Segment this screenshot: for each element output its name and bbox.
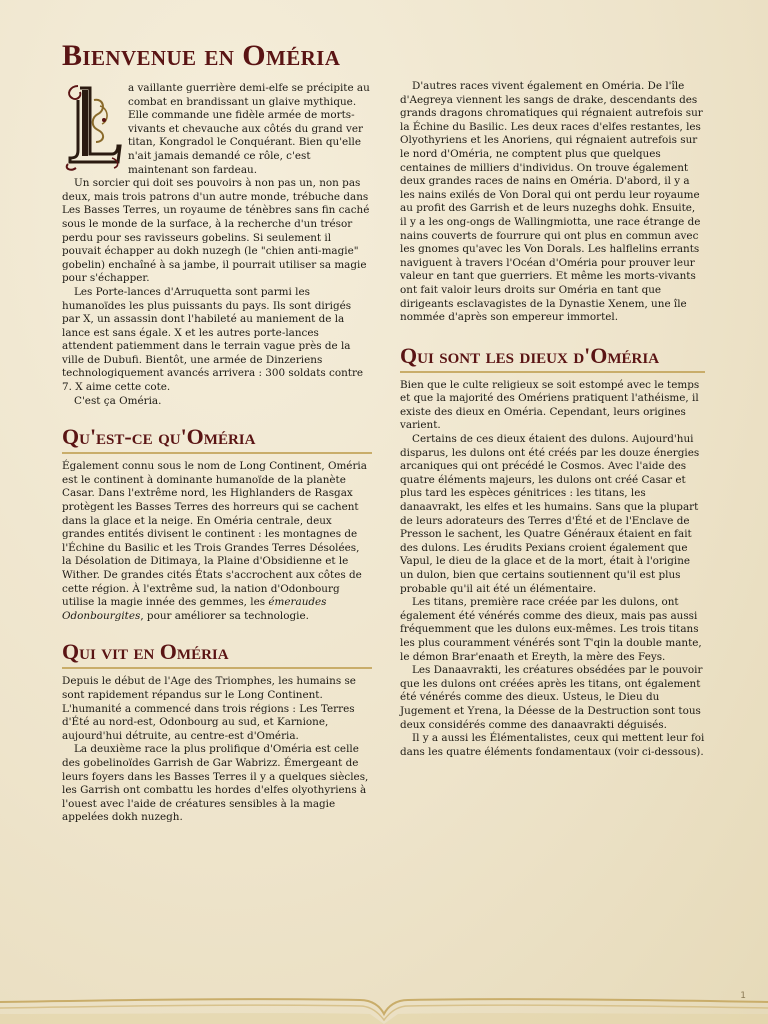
body-paragraph: Les Danaavrakti, les créatures obsédées par le pouvoir que les dulons ont créées après les titans, ont également été vénérés comme des dieux. Usteus, le Dieu du Jugement et Yrena, la Déesse de la Destruction sont tous deux considérés comme des danaavrakti déguisés. [400, 664, 703, 731]
body-paragraph: Depuis le début de l'Age des Triomphes, les humains se sont rapidement répandus sur le Long Continent. L'humanité a commencé dans trois régions : Les Terres d'Été au nord-est, Odonbourg au sud, et Karnione, aujourd'hui détruite, au centre-est d'Oméria. [62, 675, 356, 742]
left-column [62, 40, 372, 825]
body-paragraph: C'est ça Oméria. [74, 394, 162, 407]
section-heading-quest-ce: Qu'est-ce qu'Oméria [62, 424, 372, 454]
page-number: 1 [740, 991, 746, 1001]
body-paragraph: Il y a aussi les Élémentalistes, ceux qui mettent leur foi dans les quatre éléments fondamentaux (voir ci-dessous). [400, 732, 705, 758]
text-run: , pour améliorer sa technologie. [140, 609, 309, 622]
body-paragraph: Certains de ces dieux étaient des dulons. Aujourd'hui disparus, les dulons ont été créés par les douze énergies arcaniques qui ont précédé le Cosmos. Avec l'aide des quatre éléments majeurs, les dulons ont créé Casar et plus tard les espèces génitrices : les titans, les danaavrakt, les elfes et les humains. Sans que la plupart de leurs adorateurs des Terres d'Été et de l'Enclave de Presson le sachent, les Quatre Généraux étaient en fait des dulons. Les érudits Pexians croient également que Vapul, le dieu de la glace et de la mort, était à l'origine un dulon, bien que certains soutiennent qu'il est plus probable qu'il ait été un élémentaire. [400, 433, 700, 595]
dropcap-letter-icon [60, 80, 122, 172]
footer-ornament [0, 992, 768, 1024]
emphasis-text: émeraudes Odonbourgites [62, 596, 327, 622]
body-paragraph: La deuxième race la plus prolifique d'Oméria est celle des gobelinoïdes Garrish de Gar Wabrizz. Émergeant de leurs foyers dans les Basses Terres il y a quelques siècles, les Garrish ont combattu les hordes d'elfes olyothyriens à l'ouest avec l'aide de créatures sensibles à la magie appelées dokh nuzegh. [62, 743, 369, 824]
page-title: Bienvenue en Oméria [62, 39, 341, 72]
body-paragraph: Les titans, première race créée par les dulons, ont également été vénérés comme des dieux, mais pas aussi fréquemment que les dulons eux-mêmes. Les trois titans les plus couramment vénérés sont T'qin la double mante, le démon Brar'enaath et Ereyth, la mère des Feys. [400, 596, 702, 663]
right-column [400, 80, 705, 759]
section-heading-qui-vit: Qui vit en Oméria [62, 639, 372, 669]
body-paragraph: Un sorcier qui doit ses pouvoirs à non pas un, non pas deux, mais trois patrons d'un autre monde, trébuche dans Les Basses Terres, un royaume de ténèbres sans fin caché sous le monde de la surface, à la recherche d'un trésor perdu pour ses ravisseurs gobelins. Si seulement il pouvait échapper au dokh nuzegh (le "chien anti-magie" gobelin) enchaîné à sa jambe, il pourrait utiliser sa magie pour s'échapper. [62, 177, 370, 285]
body-paragraph: D'autres races vivent également en Oméria. De l'île d'Aegreya viennent les sangs de drake, descendants des grands dragons chromatiques qui régnaient autrefois sur la Échine du Basilic. Les deux races d'elfes restantes, les Olyothyriens et les Anoriens, qui régnaient autrefois sur le nord d'Oméria, ne comptent plus que quelques centaines de milliers d'individus. On trouve également deux grandes races de nains en Oméria. D'abord, il y a les nains exilés de Von Doral qui ont perdu leur royaume au profit des Garrish et de leurs nuzeghs dohk. Ensuite, il y a les ong-ongs de Wallingmiotta, une race étrange de nains couverts de fourrure qui ont plus en commun avec les gnomes qu'avec les Von Dorals. Les halflelins errants naviguent à travers l'Océan d'Oméria pour prouver leur valeur en tant que guerriers. Et même les morts-vivants ont fait valoir leurs droits sur Oméria en tant que dirigeants esclavagistes de la Dynastie Xenem, une île nommée d'après son empereur immortel. [400, 80, 703, 324]
body-paragraph: Bien que le culte religieux se soit estompé avec le temps et que la majorité des Omériens pratiquent l'athéisme, il existe des dieux en Oméria. Cependant, leurs origines varient. [400, 378, 700, 432]
body-paragraph [62, 460, 372, 623]
body-paragraph: Les Porte-lances d'Arruquetta sont parmi les humanoïdes les plus puissants du pays. Ils sont dirigés par X, un assassin dont l'habileté au maniement de la lance est sans égale. X et les autres porte-lances attendent patiemment dans le terrain vague près de la ville de Dubufi. Bientôt, une armée de Dinzeriens technologiquement avancés arrivera : 300 soldats contre 7. X aime cette cote. [62, 285, 364, 394]
intro-paragraph [62, 82, 372, 177]
intro-text: a vaillante guerrière demi-elfe se précipite au combat en brandissant un glaive mythique. Elle commande une fidèle armée de morts-vivants et chevauche aux côtés du grand ver titan, Kongradol le Conquérant. Bien qu'elle n'ait jamais demandé ce rôle, c'est maintenant son fardeau. [128, 82, 370, 176]
text-run: Également connu sous le nom de Long Continent, Oméria est le continent à dominante humanoïde de la planète Casar. Dans l'extrême nord, les Highlanders de Rasgax protègent les Basses Terres des horreurs qui se cachent dans la glace et la neige. En Oméria centrale, deux grandes entités divisent le continent : les montagnes de l'Échine du Basilic et les Trois Grandes Terres Désolées, la Désolation de Ditimaya, la Plaine d'Obsidienne et le Wither. De grandes cités États s'accrochent aux côtes de cette région. À l'extrême sud, la nation d'Odonbourg utilise la magie innée des gemmes, les [62, 460, 367, 609]
dropcap-ornament [60, 80, 122, 172]
section-heading-dieux: Qui sont les dieux d'Oméria [400, 343, 705, 373]
